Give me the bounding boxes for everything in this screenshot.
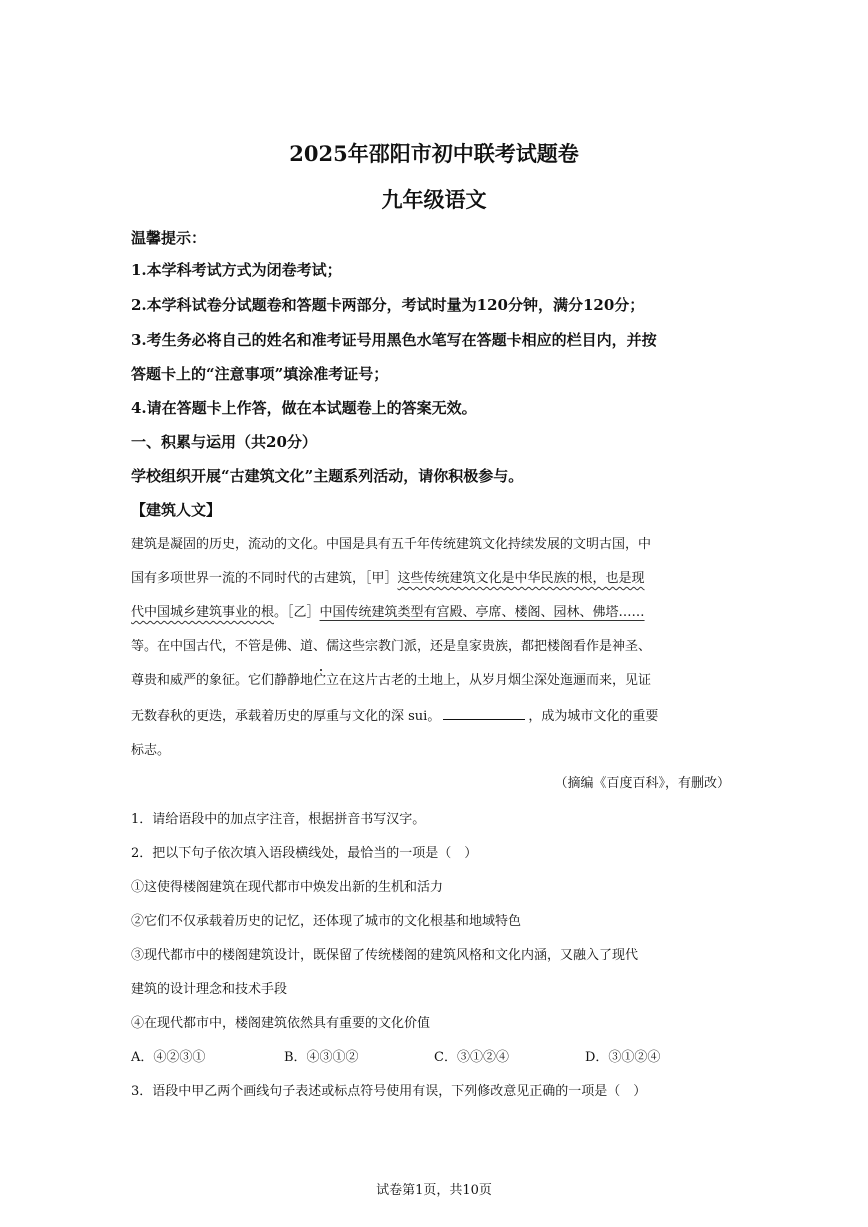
question-3: 3．语段中甲乙两个画线句子表述或标点符号使用有误，下列修改意见正确的一项是（ ）	[131, 1084, 647, 1099]
notice-item: 4.请在答题卡上作答，做在本试题卷上的答案无效。	[131, 399, 477, 417]
question-1: 1．请给语段中的加点字注音，根据拼音书写汉字。	[131, 812, 426, 827]
sentence-option: ④在现代都市中，楼阁建筑依然具有重要的文化价值	[131, 1016, 431, 1031]
underlined-sentence-yi: 中国传统建筑类型有宫殿、亭席、楼阁、园林、佛塔……	[319, 605, 645, 620]
sentence-option: ③现代都市中的楼阁建筑设计，既保留了传统楼阁的建筑风格和文化内涵，又融入了现代	[131, 948, 639, 963]
fill-in-blank	[443, 707, 525, 720]
section-heading: 一、积累与运用（共20分）	[131, 433, 317, 451]
passage-line: 建筑是凝固的历史，流动的文化。中国是具有五千年传统建筑文化持续发展的文明古国，中	[131, 537, 652, 552]
passage-text: 国有多项世界一流的不同时代的古建筑，［甲］	[131, 571, 398, 586]
exam-title: 2025年邵阳市初中联考试题卷	[289, 141, 579, 166]
passage-text: 。［乙］	[274, 605, 320, 620]
passage-line: 标志。	[131, 743, 171, 758]
answer-choice-a: A．④②③①	[131, 1050, 206, 1065]
section-subheading: 【建筑人文】	[131, 501, 222, 519]
passage-text: 尊贵和威严的象征。它们静静地	[131, 673, 314, 688]
section-intro: 学校组织开展“古建筑文化”主题系列活动，请你积极参与。	[131, 467, 524, 485]
answer-choice-b: B．④③①②	[284, 1050, 359, 1065]
notice-item: 2.本学科试卷分试题卷和答题卡两部分，考试时量为120分钟，满分120分；	[131, 296, 645, 314]
question-2: 2．把以下句子依次填入语段横线处，最恰当的一项是（ ）	[131, 846, 478, 861]
notice-item: 答题卡上的“注意事项”填涂准考证号；	[131, 365, 389, 383]
answer-choice-d: D．③①②④	[585, 1050, 661, 1065]
passage-text: 无数春秋的更迭，承载着历史的厚重与文化的深 sui。	[131, 709, 441, 724]
passage-source: （摘编《百度百科》，有删改）	[554, 776, 730, 791]
passage-text: ，成为城市文化的重要	[528, 709, 659, 724]
passage-line	[131, 601, 645, 620]
passage-line: 等。在中国古代，不管是佛、道、儒这些宗教门派，还是皇家贵族，都把楼阁看作是神圣、	[131, 639, 652, 654]
sentence-option: ②它们不仅承载着历史的记忆，还体现了城市的文化根基和地域特色	[131, 914, 522, 929]
passage-line	[131, 705, 658, 724]
passage-line	[131, 669, 651, 688]
sentence-option: ①这使得楼阁建筑在现代都市中焕发出新的生机和活力	[131, 880, 444, 895]
sentence-option-cont: 建筑的设计理念和技术手段	[131, 982, 288, 997]
exam-subject: 九年级语文	[381, 187, 487, 212]
notice-item: 3.考生务必将自己的姓名和准考证号用黑色水笔写在答题卡相应的栏目内，并按	[131, 331, 657, 349]
passage-line	[131, 567, 645, 586]
answer-choice-c: C．③①②④	[434, 1050, 509, 1065]
underlined-sentence-jia: 这些传统建筑文化是中华民族的根，也是现	[397, 571, 645, 586]
notice-heading: 温馨提示：	[131, 229, 207, 247]
notice-item: 1.本学科考试方式为闭卷考试；	[131, 261, 342, 279]
passage-text: 立在这片古老的土地上，从岁月烟尘深处迤逦而来，见证	[326, 673, 652, 688]
page-footer: 试卷第1页，共10页	[376, 1183, 492, 1198]
dotted-character: 伫	[313, 673, 327, 688]
underlined-sentence-jia-end: 代中国城乡建筑事业的根	[131, 605, 275, 620]
